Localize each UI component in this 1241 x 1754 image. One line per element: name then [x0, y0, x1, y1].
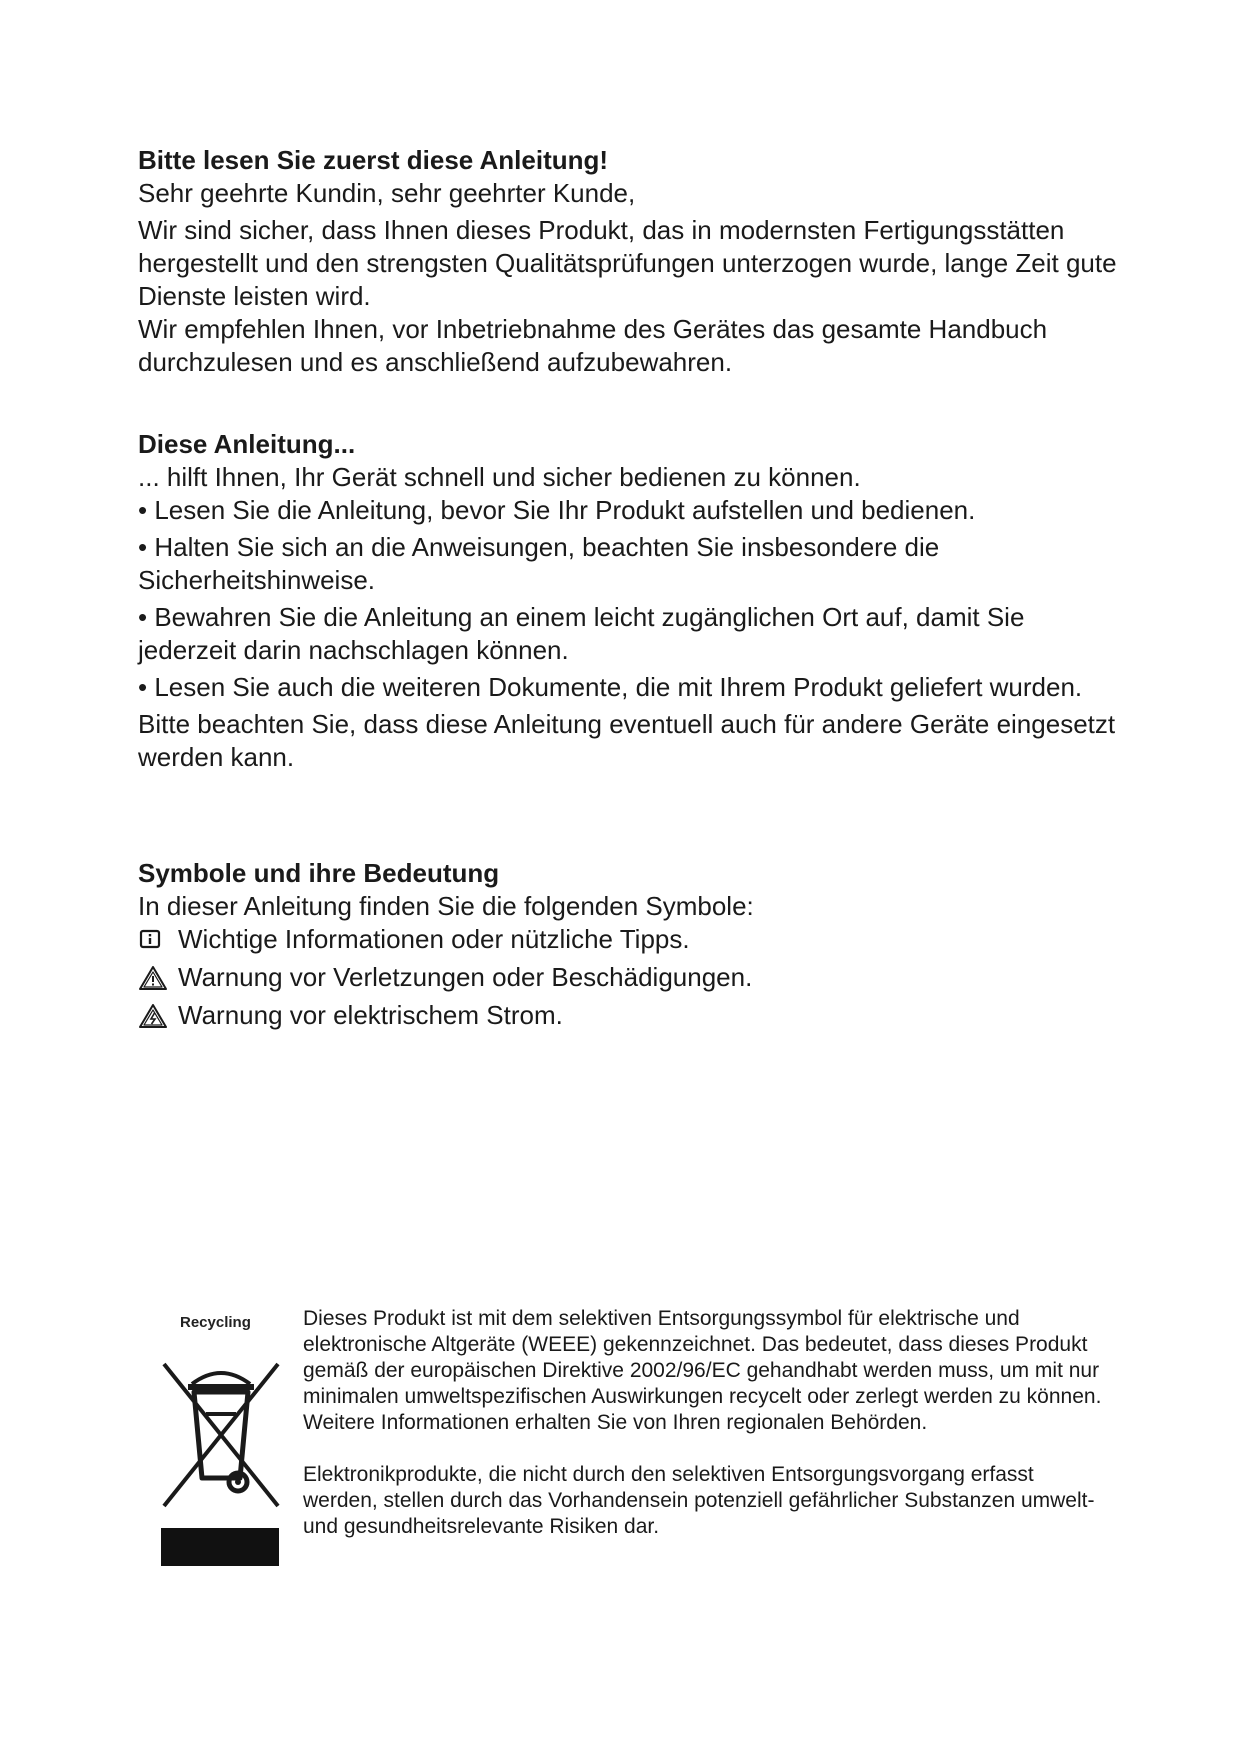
- recycling-paragraph-2: Elektronikprodukte, die nicht durch den selektiven Entsorgungsvorgang erfasst werden, stellen durch das Vorhandensein potenziell gefährlicher Substanzen umwelt- und gesundheitsrelevante Risiken dar.: [303, 1463, 1095, 1538]
- recycling-text: [303, 1306, 1103, 1540]
- symbols-lead: In dieser Anleitung finden Sie die folgenden Symbole:: [138, 891, 754, 921]
- info-icon: [138, 925, 172, 955]
- symbol-item-text: Warnung vor elektrischem Strom.: [178, 1000, 563, 1030]
- symbols-heading: Symbole und ihre Bedeutung: [138, 858, 500, 888]
- weee-black-bar: [161, 1528, 279, 1566]
- crossed-out-bin-icon: [160, 1360, 282, 1510]
- intro-section: [138, 144, 1128, 379]
- manual-note: Bitte beachten Sie, dass diese Anleitung eventuell auch für andere Geräte eingesetzt werden kann.: [138, 709, 1116, 772]
- intro-paragraph-1: Wir sind sicher, dass Ihnen dieses Produkt, das in modernsten Fertigungsstätten hergestellt und den strengsten Qualitätsprüfungen unterzogen wurde, lange Zeit gute Dienste leisten wird.: [138, 215, 1117, 311]
- manual-section: [138, 428, 1128, 774]
- symbol-item-electric-warning: [138, 999, 1128, 1032]
- recycling-paragraph-1: Dieses Produkt ist mit dem selektiven Entsorgungssymbol für elektrische und elektronische Altgeräte (WEEE) gekennzeichnet. Das bedeutet, dass dieses Produkt gemäß der europäischen Direktive 2002/96/EC gehandhabt werden muss, um mit nur minimalen umweltspezifischen Auswirkungen recycelt oder zerlegt werden zu können. Weitere Informationen erhalten Sie von Ihren regionalen Behörden.: [303, 1307, 1102, 1434]
- recycling-label: Recycling: [180, 1314, 251, 1331]
- warning-icon: [138, 963, 172, 993]
- electric-warning-icon: [138, 1001, 172, 1031]
- symbol-item-text: Wichtige Informationen oder nützliche Tipps.: [178, 924, 690, 954]
- intro-salutation: Sehr geehrte Kundin, sehr geehrter Kunde,: [138, 178, 636, 208]
- symbols-section: [138, 857, 1128, 1032]
- manual-lead: ... hilft Ihnen, Ihr Gerät schnell und sicher bedienen zu können.: [138, 462, 861, 492]
- manual-bullet: • Lesen Sie die Anleitung, bevor Sie Ihr Produkt aufstellen und bedienen.: [138, 495, 976, 525]
- symbol-item-text: Warnung vor Verletzungen oder Beschädigungen.: [178, 962, 753, 992]
- manual-heading: Diese Anleitung...: [138, 429, 356, 459]
- manual-bullet: • Bewahren Sie die Anleitung an einem leicht zugänglichen Ort auf, damit Sie jederzeit darin nachschlagen können.: [138, 602, 1025, 665]
- symbol-item-warning: [138, 961, 1128, 994]
- manual-bullet: • Lesen Sie auch die weiteren Dokumente, die mit Ihrem Produkt geliefert wurden.: [138, 672, 1083, 702]
- manual-bullet: • Halten Sie sich an die Anweisungen, beachten Sie insbesondere die Sicherheitshinweise.: [138, 532, 940, 595]
- intro-paragraph-2: Wir empfehlen Ihnen, vor Inbetriebnahme des Gerätes das gesamte Handbuch durchzulesen und es anschließend aufzubewahren.: [138, 314, 1048, 377]
- intro-heading: Bitte lesen Sie zuerst diese Anleitung!: [138, 145, 609, 175]
- symbol-item-info: [138, 923, 1128, 956]
